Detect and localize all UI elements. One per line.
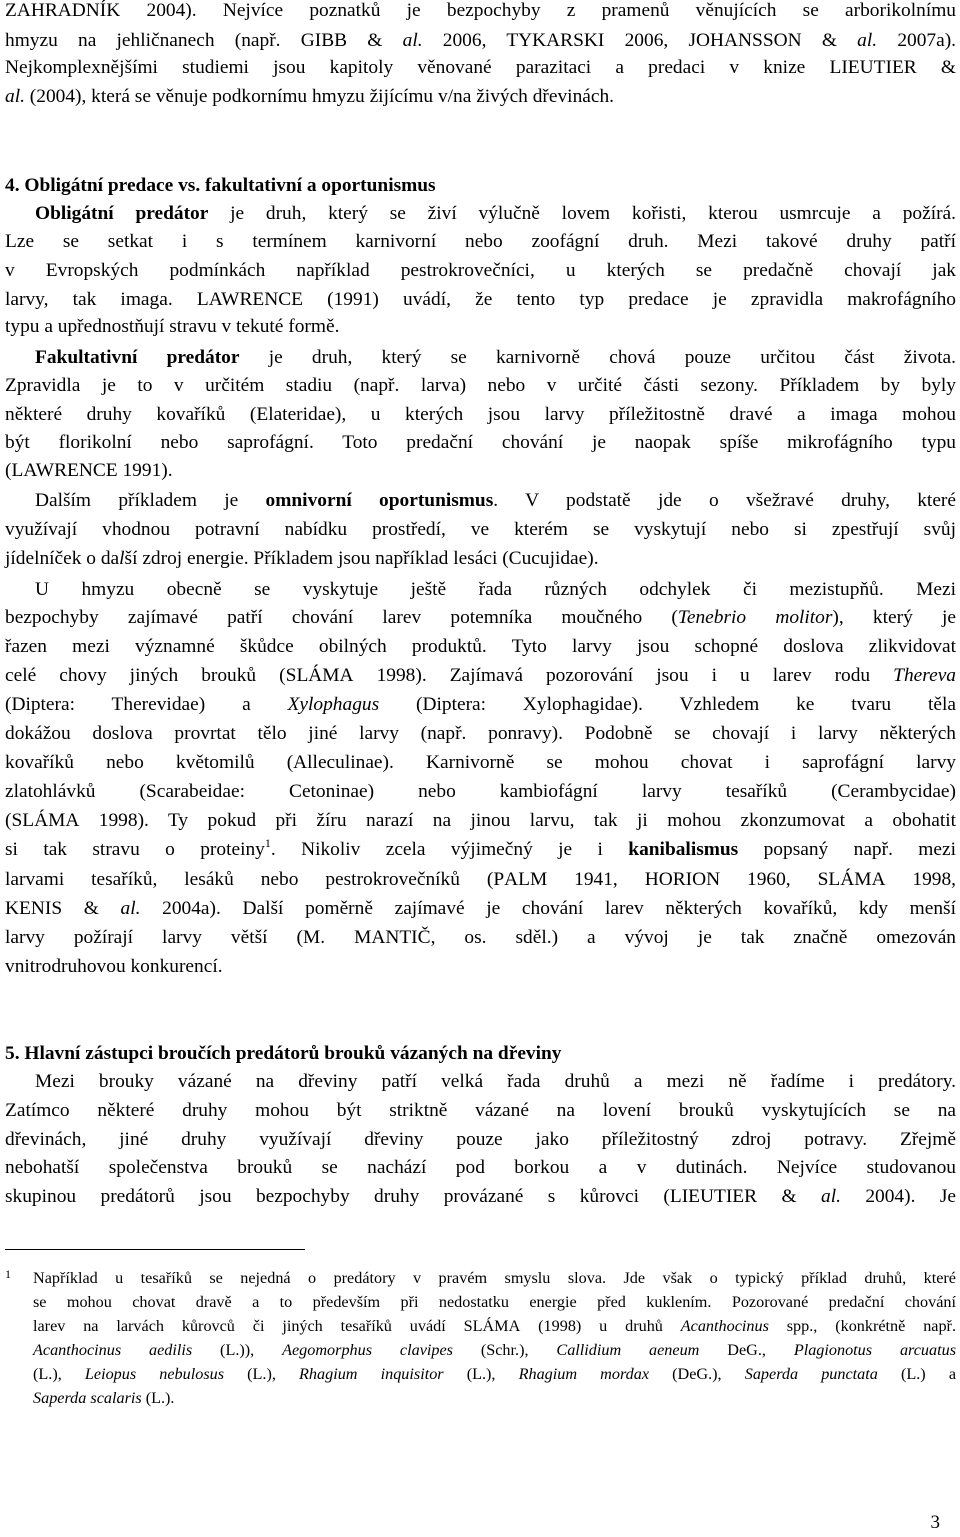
text-line: hmyzu na jehličnanech (např. GIBB & al. 2006, TYKARSKI 2006, JOHANSSON & al. 2007a). bbox=[5, 30, 957, 51]
text-line: (SLÁMA 1998). Ty pokud při žíru narazí na jinou larvu, tak ji mohou zkonzumovat a obohatit bbox=[5, 810, 956, 831]
text-line: nebohatší společenstva brouků se nachází pod borkou a v dutinách. Nejvíce studovanou bbox=[5, 1157, 956, 1178]
text-line: (Diptera: Therevidae) a Xylophagus (Diptera: Xylophagidae). Vzhledem ke tvaru těla bbox=[5, 694, 956, 715]
footnote-line: se mohou chovat dravě a to především při nedostatku energie před kuklením. Pozorované predační chování bbox=[33, 1293, 956, 1311]
page-number: 3 bbox=[930, 1512, 940, 1533]
text-line: Obligátní predátor je druh, který se živí výlučně lovem kořisti, kterou usmrcuje a požírá. bbox=[35, 203, 956, 224]
text-line: larvy, tak imaga. LAWRENCE (1991) uvádí, že tento typ predace je zpravidla makrofágního bbox=[5, 289, 956, 310]
text-line: Fakultativní predátor je druh, který se karnivorně chová pouze určitou část života. bbox=[35, 347, 957, 368]
text-line: Dalším příkladem je omnivorní oportunismus. V podstatě jde o všežravé druhy, které bbox=[35, 490, 956, 511]
text-line: některé druhy kovaříků (Elateridae), u kterých jsou larvy příležitostně dravé a imaga mohou bbox=[5, 404, 956, 425]
text-line: vnitrodruhovou konkurencí. bbox=[5, 956, 223, 977]
text-line: využívají vhodnou potravní nabídku prostředí, ve kterém se vyskytují nebo si zpestřují svůj bbox=[5, 519, 956, 540]
footnote-marker: 1 bbox=[5, 1267, 11, 1281]
footnote-reference: 1 bbox=[264, 836, 271, 850]
text-line: al. (2004), která se věnuje podkornímu hmyzu žijícímu v/na živých dřevinách. bbox=[5, 86, 615, 107]
text-line: kovaříků nebo květomilů (Alleculinae). Karnivorně se mohou chovat i saprofágní larvy bbox=[5, 752, 956, 773]
text-line: v Evropských podmínkách například pestrokrovečníci, u kterých se predačně chovají jak bbox=[5, 260, 956, 281]
text-line: dokážou doslova provrtat tělo jiné larvy (např. ponravy). Podobně se chovají i larvy některých bbox=[5, 723, 956, 744]
footnote-separator bbox=[5, 1249, 305, 1250]
text-line: KENIS & al. 2004a). Další poměrně zajímavé je chování larev některých kovaříků, kdy menší bbox=[5, 898, 956, 919]
section-heading: 5. Hlavní zástupci broučích predátorů brouků vázaných na dřeviny bbox=[5, 1043, 562, 1064]
text-line: Mezi brouky vázané na dřeviny patří velká řada druhů a mezi ně řadíme i predátory. bbox=[35, 1071, 956, 1092]
text-line: celé chovy jiných brouků (SLÁMA 1998). Zajímavá pozorování jsou i u larev rodu Thereva bbox=[5, 665, 956, 686]
text-line: ZAHRADNÍK 2004). Nejvíce poznatků je bezpochyby z pramenů věnujících se arborikolnímu bbox=[5, 0, 956, 21]
text-line: typu a upřednostňují stravu v tekuté formě. bbox=[5, 316, 340, 337]
text-line: dřevinách, jiné druhy využívají dřeviny pouze jako příležitostný zdroj potravy. Zřejmě bbox=[5, 1129, 956, 1150]
text-line: jídelníček o další zdroj energie. Příkladem jsou například lesáci (Cucujidae). bbox=[5, 548, 599, 569]
text-line: Zatímco některé druhy mohou být striktně vázané na lovení brouků vyskytujících se na bbox=[5, 1100, 956, 1121]
text-line: Nejkomplexnějšími studiemi jsou kapitoly věnované parazitaci a predaci v knize LIEUTIER & bbox=[5, 57, 957, 78]
section-heading: 4. Obligátní predace vs. fakultativní a oportunismus bbox=[5, 175, 436, 196]
text-line: skupinou predátorů jsou bezpochyby druhy provázané s kůrovci (LIEUTIER & al. 2004). Je bbox=[5, 1186, 956, 1207]
text-line: (LAWRENCE 1991). bbox=[5, 460, 173, 481]
text-line: Zpravidla je to v určitém stadiu (např. larva) nebo v určité části sezony. Příkladem by byly bbox=[5, 375, 956, 396]
text-line: si tak stravu o proteiny$^1$. Nikoliv zcela výjimečný je i kanibalismus popsaný např. mezi bbox=[5, 836, 956, 860]
footnote-line: (L.), Leiopus nebulosus (L.), Rhagium inquisitor (L.), Rhagium mordax (DeG.), Saperda punctata (L.) a bbox=[33, 1365, 957, 1383]
text-line: larvami tesaříků, lesáků nebo pestrokrovečníků (PALM 1941, HORION 1960, SLÁMA 1998, bbox=[5, 869, 957, 890]
text-line: larvy požírají larvy větší (M. MANTIČ, os. sděl.) a vývoj je tak značně omezován bbox=[5, 927, 956, 948]
text-line: bezpochyby zajímavé patří chování larev potemníka moučného (Tenebrio molitor), který je bbox=[5, 607, 956, 628]
footnote-line: Saperda scalaris (L.). bbox=[33, 1389, 175, 1407]
footnote-line: Například u tesaříků se nejedná o predátory v pravém smyslu slova. Jde však o typický příklad druhů, které bbox=[33, 1269, 956, 1287]
text-line: zlatohlávků (Scarabeidae: Cetoninae) nebo kambiofágní larvy tesaříků (Cerambycidae) bbox=[5, 781, 956, 802]
text-line: řazen mezi významné škůdce obilných produktů. Tyto larvy jsou schopné doslova zlikvidovat bbox=[5, 636, 956, 657]
text-line: být florikolní nebo saprofágní. Toto predační chování je naopak spíše mikrofágního typu bbox=[5, 432, 956, 453]
footnote-line: larev na larvách kůrovců či jiných tesaříků uvádí SLÁMA (1998) u druhů Acanthocinus spp., (konkrétně např. bbox=[33, 1317, 956, 1335]
text-line: U hmyzu obecně se vyskytuje ještě řada různých odchylek či mezistupňů. Mezi bbox=[35, 579, 956, 600]
footnote-line: Acanthocinus aedilis (L.)), Aegomorphus clavipes (Schr.), Callidium aeneum DeG., Plagionotus arcuatus bbox=[33, 1341, 956, 1359]
text-line: Lze se setkat i s termínem karnivorní nebo zoofágní druh. Mezi takové druhy patří bbox=[5, 231, 956, 252]
